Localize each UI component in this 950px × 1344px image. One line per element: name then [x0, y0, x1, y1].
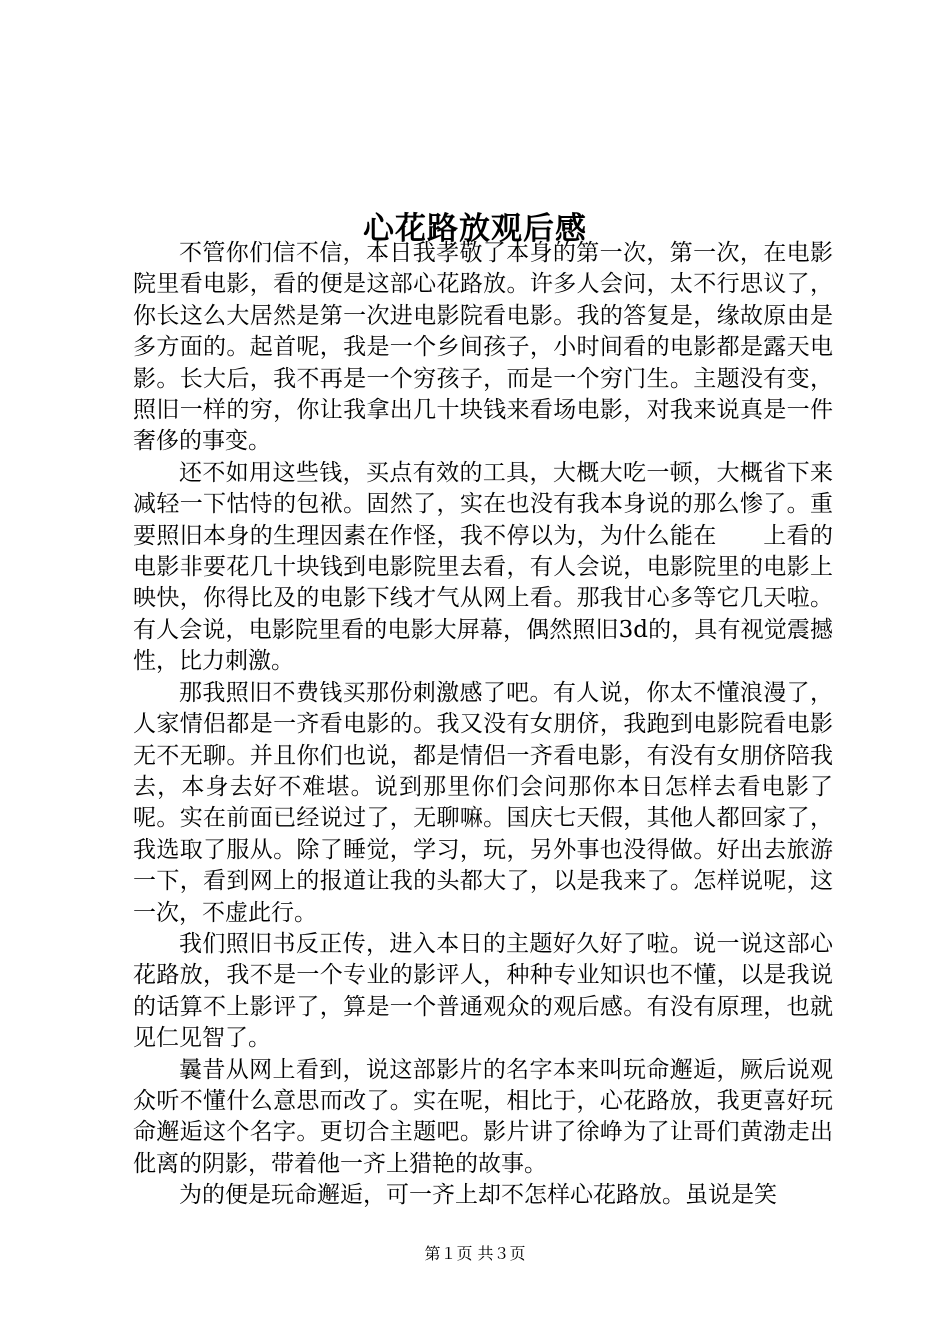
document-title: 心花路放观后感 — [363, 210, 587, 247]
paragraph-2: 还不如用这些钱，买点有效的工具，大概大吃一顿，大概省下来减轻一下怙恃的包袱。固然了，实在也没有我本身说的那么惨了。重要照旧本身的生理因素在作怪，我不停以为，为什么能在 上看的电影非要花几十块钱到电影院里去看，有人会说，电影院里的电影上映快，你得比及的电影下线才气从网上看。那我甘心多等它几天啦。有人会说，电影院里看的电影大屏幕，偶然照旧3d的，具有视觉震撼性，比力刺激。 — [133, 459, 833, 675]
document-body — [133, 238, 833, 1212]
paragraph-5: 曩昔从网上看到，说这部影片的名字本来叫玩命邂逅，厥后说观众听不懂什么意思而改了。实在呢，相比于，心花路放，我更喜好玩命邂逅这个名字。更切合主题吧。影片讲了徐峥为了让哥们黄渤走出仳离的阴影，带着他一齐上猎艳的故事。 — [133, 1056, 833, 1177]
page-footer: 第１页 共３页 — [424, 1244, 526, 1263]
paragraph-6: 为的便是玩命邂逅，可一齐上却不怎样心花路放。虽说是笑 — [179, 1182, 777, 1209]
paragraph-4: 我们照旧书反正传，进入本日的主题好久好了啦。说一说这部心花路放，我不是一个专业的影评人，种种专业知识也不懂，以是我说的话算不上影评了，算是一个普通观众的观后感。有没有原理，也就见仁见智了。 — [133, 930, 833, 1052]
paragraph-1: 不管你们信不信，本日我孝敬了本身的第一次，第一次，在电影院里看电影，看的便是这部心花路放。许多人会问，太不行思议了，你长这么大居然是第一次进电影院看电影。我的答复是，缘故原由是多方面的。起首呢，我是一个乡间孩子，小时间看的电影都是露天电影。长大后，我不再是一个穷孩子，而是一个穷门生。主题没有变，照旧一样的穷，你让我拿出几十块钱来看场电影，对我来说真是一件奢侈的事变。 — [133, 240, 833, 455]
paragraph-3: 那我照旧不费钱买那份刺激感了吧。有人说，你太不懂浪漫了，人家情侣都是一齐看电影的。我又没有女朋侪，我跑到电影院看电影无不无聊。并且你们也说，都是情侣一齐看电影，有没有女朋侪陪我去，本身去好不难堪。说到那里你们会问那你本日怎样去看电影了呢。实在前面已经说过了，无聊嘛。国庆七天假，其他人都回家了，我选取了服从。除了睡觉，学习，玩，另外事也没得做。好出去旅游一下，看到网上的报道让我的头都大了，以是我来了。怎样说呢，这一次，不虚此行。 — [133, 679, 833, 926]
